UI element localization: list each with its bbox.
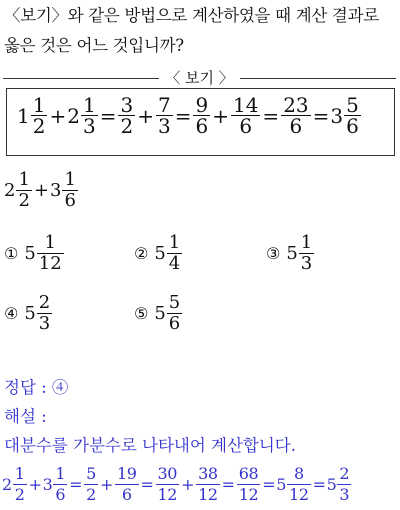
- problem-expression: [4, 170, 79, 211]
- denominator: 2: [32, 114, 46, 138]
- numerator: 68: [238, 464, 259, 483]
- fraction: [196, 464, 220, 505]
- mixed-whole: 5: [286, 243, 298, 264]
- numerator: 2: [339, 464, 350, 483]
- fraction: [231, 95, 260, 136]
- fraction: [156, 464, 180, 505]
- denominator: 6: [289, 114, 303, 138]
- fraction: [156, 95, 173, 136]
- denominator: 6: [168, 313, 181, 334]
- plus-sign: +: [99, 475, 113, 494]
- denominator: 3: [339, 485, 350, 504]
- plus-sign: +: [49, 103, 67, 128]
- denominator: 2: [18, 190, 30, 211]
- numerator: 1: [64, 169, 76, 190]
- plus-sign: +: [212, 103, 229, 128]
- fraction: [237, 464, 261, 505]
- example-box-frame: [6, 88, 395, 156]
- fraction: [118, 95, 135, 136]
- fraction: [53, 464, 67, 505]
- mixed-whole: 5: [276, 475, 287, 494]
- mixed-whole: 2: [2, 475, 12, 494]
- denominator: 6: [239, 114, 253, 138]
- numerator: 9: [195, 93, 209, 117]
- explanation-text: 대분수를 가분수로 나타내어 계산합니다.: [4, 436, 296, 455]
- choice-marker: ⑤: [134, 304, 149, 323]
- fraction: [299, 233, 314, 274]
- numerator: 1: [32, 93, 46, 117]
- choice-marker: ③: [266, 244, 281, 263]
- equals-sign: =: [221, 475, 235, 494]
- mixed-whole: 5: [154, 303, 166, 324]
- denominator: 3: [82, 114, 96, 138]
- denominator: 6: [64, 190, 76, 211]
- fraction: [16, 170, 31, 211]
- denominator: 2: [86, 485, 96, 504]
- choice-4[interactable]: [4, 293, 53, 334]
- fraction: [281, 95, 310, 136]
- mixed-whole: 1: [17, 103, 30, 128]
- fraction: [344, 95, 361, 136]
- example-expression: [17, 95, 362, 136]
- denominator: 3: [38, 313, 51, 334]
- plus-sign: +: [137, 103, 154, 128]
- solution-expression: [2, 464, 352, 505]
- mixed-whole: 3: [50, 180, 62, 201]
- denominator: 12: [289, 485, 309, 504]
- choice-3[interactable]: [266, 233, 315, 274]
- plus-sign: +: [181, 475, 195, 494]
- fraction: [287, 464, 311, 505]
- question-line-2: 옳은 것은 어느 것입니까?: [4, 36, 184, 55]
- numerator: 5: [346, 93, 359, 117]
- numerator: 1: [82, 93, 96, 117]
- plus-sign: +: [28, 475, 42, 494]
- equals-sign: =: [174, 103, 192, 128]
- numerator: 1: [18, 169, 30, 190]
- numerator: 23: [283, 93, 309, 117]
- numerator: 5: [168, 292, 181, 313]
- denominator: 2: [14, 485, 25, 504]
- plus-sign: +: [33, 180, 49, 201]
- denominator: 12: [238, 485, 259, 504]
- fraction: [81, 95, 98, 136]
- mixed-whole: 5: [326, 475, 337, 494]
- equals-sign: =: [99, 103, 117, 128]
- example-box-title: 〈 보기 〉: [159, 69, 240, 87]
- equals-sign: =: [312, 103, 330, 128]
- equals-sign: =: [140, 475, 154, 494]
- numerator: 19: [116, 464, 137, 483]
- fraction: [62, 170, 77, 211]
- mixed-whole: 5: [24, 243, 36, 264]
- denominator: 6: [55, 485, 66, 504]
- fraction: [193, 95, 210, 136]
- denominator: 4: [168, 253, 181, 274]
- fraction: [167, 293, 182, 334]
- denominator: 2: [120, 114, 134, 138]
- choice-marker: ④: [4, 304, 19, 323]
- mixed-whole: 3: [330, 103, 344, 128]
- fraction: [31, 95, 48, 136]
- numerator: 30: [157, 464, 178, 483]
- fraction: [13, 464, 27, 505]
- fraction: [37, 293, 52, 334]
- choice-marker: ②: [134, 244, 149, 263]
- denominator: 12: [38, 253, 62, 274]
- denominator: 6: [121, 485, 132, 504]
- choice-5[interactable]: [134, 293, 183, 334]
- numerator: 1: [14, 464, 25, 483]
- numerator: 1: [55, 464, 66, 483]
- equals-sign: =: [262, 475, 276, 494]
- numerator: 14: [232, 93, 259, 117]
- choice-2[interactable]: [134, 233, 183, 274]
- mixed-whole: 2: [67, 103, 80, 128]
- fraction: [37, 233, 64, 274]
- denominator: 6: [195, 114, 209, 138]
- equals-sign: =: [262, 103, 280, 128]
- numerator: 8: [293, 464, 304, 483]
- example-box: [3, 68, 396, 156]
- fraction: [115, 464, 139, 505]
- numerator: 5: [86, 464, 96, 483]
- choice-marker: ①: [4, 244, 19, 263]
- denominator: 12: [198, 485, 218, 504]
- denominator: 6: [346, 114, 359, 138]
- numerator: 3: [120, 93, 134, 117]
- numerator: 38: [198, 464, 218, 483]
- mixed-whole: 5: [24, 303, 36, 324]
- choice-1[interactable]: [4, 233, 65, 274]
- mixed-whole: 5: [154, 243, 166, 264]
- numerator: 7: [157, 93, 171, 117]
- question-line-1: 〈보기〉와 같은 방법으로 계산하였을 때 계산 결과로: [4, 6, 379, 25]
- explanation-label: 해설 :: [4, 407, 47, 426]
- mixed-whole: 2: [4, 180, 16, 201]
- equals-sign: =: [312, 475, 326, 494]
- mixed-whole: 3: [42, 475, 53, 494]
- answer-label: 정답 : ④: [4, 378, 69, 397]
- numerator: 1: [300, 232, 313, 253]
- denominator: 12: [157, 485, 178, 504]
- numerator: 2: [38, 292, 51, 313]
- numerator: 1: [44, 232, 56, 253]
- fraction: [84, 464, 98, 505]
- fraction: [337, 464, 351, 505]
- fraction: [167, 233, 182, 274]
- denominator: 3: [300, 253, 313, 274]
- equals-sign: =: [69, 475, 83, 494]
- numerator: 1: [168, 232, 181, 253]
- denominator: 3: [157, 114, 171, 138]
